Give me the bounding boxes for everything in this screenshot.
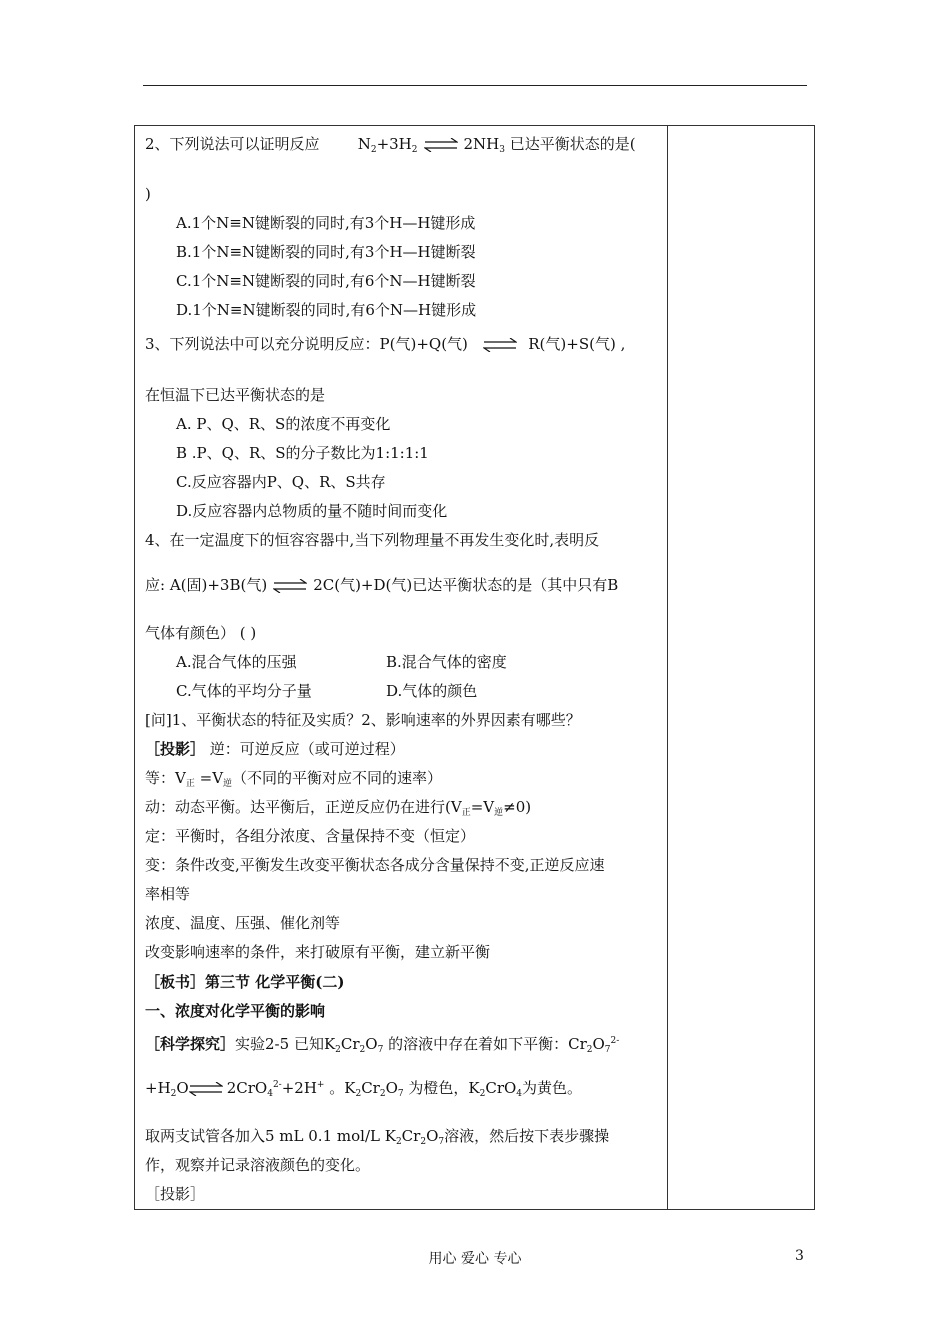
- tubes-line2: 作，观察并记录溶液颜色的变化。: [145, 1156, 371, 1174]
- equilibrium-arrow-icon: [483, 338, 517, 352]
- q2-option-b: B.1个N≡N键断裂的同时,有3个H—H键断裂: [176, 243, 476, 261]
- q3-option-a: A. P、Q、R、S的浓度不再变化: [176, 415, 391, 433]
- bian-line: 变：条件改变,平衡发生改变平衡状态各成分含量保持不变,正逆反应速: [145, 856, 605, 874]
- q4-stem-line3: 气体有颜色） ( ): [145, 624, 257, 642]
- q3-stem-line2: 在恒温下已达平衡状态的是: [145, 386, 326, 404]
- q4-option-b: B.混合气体的密度: [386, 653, 507, 671]
- ding-line: 定：平衡时，各组分浓度、含量保持不变（恒定）: [145, 827, 476, 845]
- bian-line2: 率相等: [145, 885, 191, 903]
- factors-line: 浓度、温度、压强、催化剂等: [145, 914, 341, 932]
- change-line: 改变影响速率的条件，来打破原有平衡，建立新平衡: [145, 943, 491, 961]
- q4-option-a: A.混合气体的压强: [176, 653, 297, 671]
- equilibrium-arrow-icon: [189, 1082, 223, 1096]
- science-line: ［科学探究］实验2-5 已知$K_2Cr_2O_7$ 的溶液中存在着如下平衡：$Cr_2O_7^{2-}$: [145, 1035, 620, 1055]
- page-number: 3: [795, 1248, 804, 1264]
- q2-option-c: C.1个N≡N键断裂的同时,有6个N—H键断裂: [176, 272, 476, 290]
- q4-option-c: C.气体的平均分子量: [176, 682, 312, 700]
- projection-label-2: ［投影］: [145, 1185, 206, 1203]
- equation-line: $+H_2O$ 2CrO$_4^{2-}$+2H+ 。$K_2Cr_2O_7$ 为橙色，$K_2CrO_4$为黄色。: [145, 1079, 583, 1099]
- q4-option-d: D.气体的颜色: [386, 682, 478, 700]
- q2-close: ): [145, 185, 151, 203]
- tubes-line: 取两支试管各加入5 mL 0.1 mol/L $K_2Cr_2O_7$溶液，然后按下表步骤操: [145, 1127, 610, 1147]
- dong-line: 动：动态平衡。达平衡后，正逆反应仍在进行$(V_正=V_逆\ne 0)$: [145, 798, 532, 818]
- projection-line: ［投影］ 逆：可逆反应（或可逆过程）: [145, 740, 405, 758]
- q4-stem-line2: 应: A(固)+3B(气) 2C(气)+D(气)已达平衡状态的是（其中只有B: [145, 576, 619, 594]
- page-footer: 用心 爱心 专心: [428, 1251, 522, 1267]
- q3-option-c: C.反应容器内P、Q、R、S共存: [176, 473, 386, 491]
- section-heading: 一、浓度对化学平衡的影响: [145, 1002, 326, 1020]
- q3-option-b: B .P、Q、R、S的分子数比为1:1:1:1: [176, 444, 429, 462]
- q4-stem: 4、在一定温度下的恒容容器中,当下列物理量不再发生变化时,表明反: [145, 531, 600, 549]
- deng-line: 等：$V_正 =V_逆$（不同的平衡对应不同的速率）: [145, 769, 443, 789]
- equilibrium-arrow-icon: [273, 579, 307, 593]
- q2-stem: 2、下列说法可以证明反应 $N_2+3H_2$ $2NH_3$ 已达平衡状态的是(: [145, 135, 636, 155]
- q3-option-d: D.反应容器内总物质的量不随时间而变化: [176, 502, 448, 520]
- ask-line: [问]1、平衡状态的特征及实质？2、影响速率的外界因素有哪些？: [145, 711, 581, 729]
- q2-option-a: A.1个N≡N键断裂的同时,有3个H—H键形成: [176, 214, 476, 232]
- board-heading: ［板书］第三节 化学平衡(二): [145, 973, 345, 991]
- header-rule: [143, 85, 807, 86]
- equilibrium-arrow-icon: [424, 138, 458, 152]
- q2-option-d: D.1个N≡N键断裂的同时,有6个N—H键形成: [176, 301, 477, 319]
- q3-stem: 3、下列说法中可以充分说明反应：P(气)+Q(气) R(气)+S(气) ,: [145, 335, 626, 353]
